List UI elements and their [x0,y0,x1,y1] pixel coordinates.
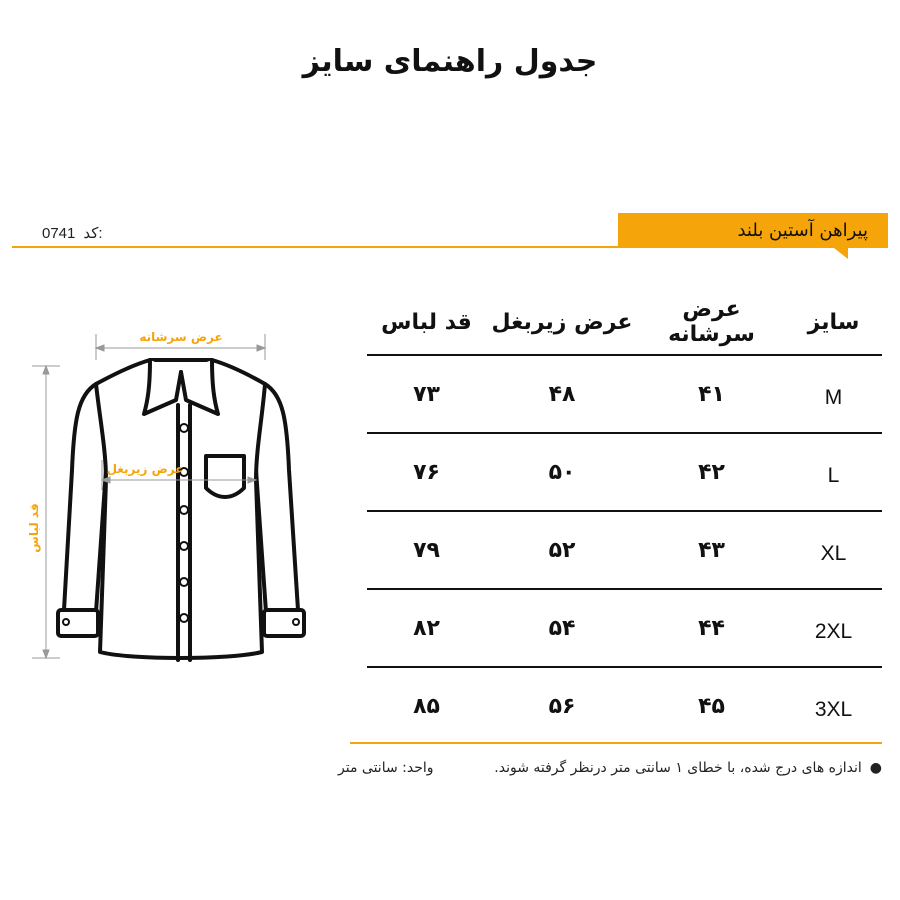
shoulder-measure-label: عرض سرشانه [139,330,223,344]
cell-length: ۷۳ [367,355,486,433]
cell-shoulder: ۴۳ [638,511,785,589]
table-row [367,667,882,744]
unit-label: واحد: سانتی متر [338,760,434,776]
cell-chest: ۵۲ [486,511,638,589]
size-table-header [367,290,882,355]
product-code [42,224,103,242]
cell-size: L [785,433,882,511]
length-measure-label: قد لباس [27,503,41,553]
tolerance-note [494,760,882,776]
header-chest: عرض زیربغل [486,290,638,355]
chest-measure-label: عرض زیربغل [106,462,184,476]
cell-size: M [785,355,882,433]
cell-shoulder: ۴۵ [698,693,725,719]
size-table [367,290,882,744]
cell-length: ۸۵ [413,693,440,719]
shirt-diagram [0,300,330,680]
product-name-banner: پیراهن آستین بلند [618,213,888,248]
cell-size: 3XL [814,697,853,721]
cell-size: 2XL [785,589,882,667]
header-size: سایز [785,290,882,355]
cell-chest: ۵۴ [486,589,638,667]
cell-shoulder: ۴۲ [638,433,785,511]
table-row [367,589,882,667]
cell-length: ۷۹ [367,511,486,589]
banner-tip [834,248,848,259]
cell-shoulder: ۴۱ [638,355,785,433]
tolerance-note-text: اندازه های درج شده، با خطای ۱ سانتی متر درنظر گرفته شوند. [494,760,862,776]
table-row [367,355,882,433]
footer-divider [350,742,882,744]
header-divider [12,246,618,248]
cell-chest: ۴۸ [486,355,638,433]
cell-length: ۷۶ [367,433,486,511]
bullet-icon: ● [869,760,882,776]
page-title: جدول راهنمای سایز [302,44,598,79]
header-shoulder: عرض سرشانه [638,290,785,355]
cell-shoulder: ۴۴ [638,589,785,667]
cell-chest: ۵۶ [548,693,576,719]
cell-length: ۸۲ [367,589,486,667]
cell-size: XL [785,511,882,589]
table-row [367,511,882,589]
cell-chest: ۵۰ [486,433,638,511]
product-code-label: کد: [83,225,103,242]
header-length: قد لباس [367,290,486,355]
table-row [367,433,882,511]
product-code-value: 0741 [42,225,76,242]
